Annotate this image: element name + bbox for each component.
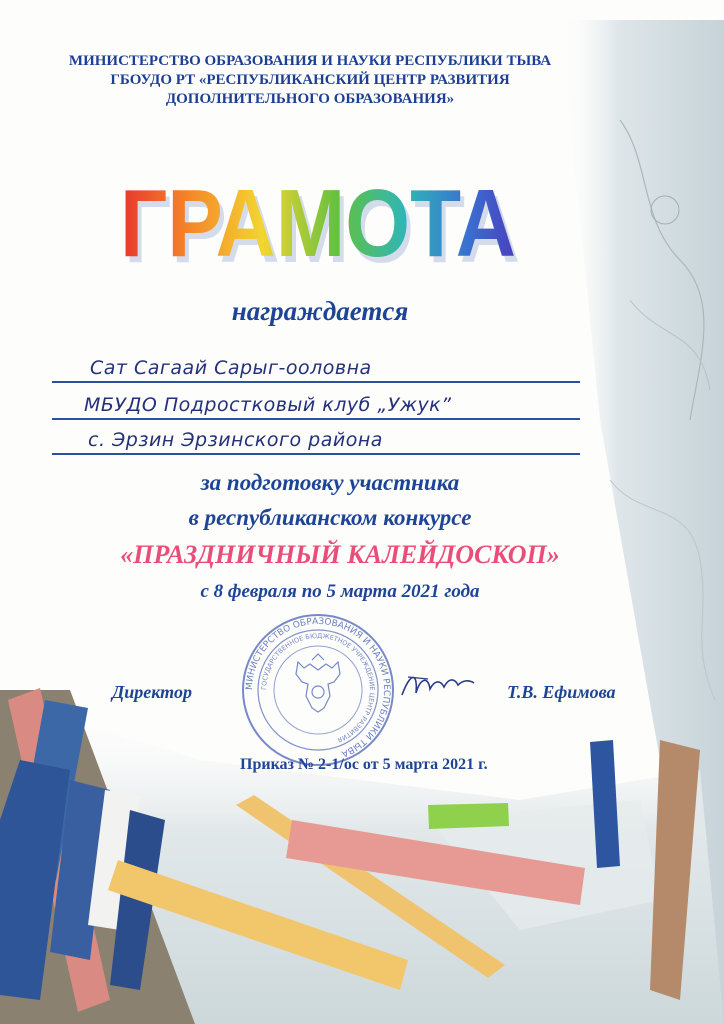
title-text: ГРАМОТА (120, 170, 516, 277)
awarded-caption: награждается (231, 296, 409, 326)
recipient-location: с. Эрзин Эрзинского района (88, 429, 383, 451)
official-seal (240, 612, 396, 768)
certificate-title (110, 150, 530, 280)
organization-line: ГБОУДО РТ «РЕСПУБЛИКАНСКИЙ ЦЕНТР РАЗВИТИЯ (110, 72, 510, 88)
svg-text:ГОСУДАРСТВЕННОЕ БЮДЖЕТНОЕ УЧРЕ (260, 632, 376, 744)
recipient-organization: МБУДО Подростковый клуб „Ужук” (84, 394, 452, 416)
order-reference: Приказ № 2-1/ос от 5 марта 2021 г. (240, 756, 488, 773)
award-context: в республиканском конкурсе (188, 505, 472, 530)
issuer-header (40, 52, 580, 109)
organization-line-2: ДОПОЛНИТЕЛЬНОГО ОБРАЗОВАНИЯ» (165, 91, 455, 107)
handwritten-signature-icon (398, 665, 478, 705)
recipient-name: Сат Сагаай Сарыг-ооловна (90, 357, 372, 379)
seal-outer-text: МИНИСТЕРСТВО ОБРАЗОВАНИЯ И НАУКИ РЕСПУБЛИКИ ТЫВА (244, 616, 392, 759)
award-reason: за подготовку участника (200, 470, 460, 495)
contest-dates: с 8 февраля по 5 марта 2021 года (200, 581, 480, 602)
title-shadow: ГРАМОТА (124, 176, 520, 280)
contest-name: «ПРАЗДНИЧНЫЙ КАЛЕЙДОСКОП» (120, 540, 560, 569)
seal-inner-text: ГОСУДАРСТВЕННОЕ БЮДЖЕТНОЕ УЧРЕЖДЕНИЕ ЦЕНТР РАЗВИТИЯ (259, 631, 377, 744)
fill-line (52, 418, 580, 420)
fill-line (52, 453, 580, 455)
signer-name: Т.В. Ефимова (507, 682, 616, 702)
ministry-line: МИНИСТЕРСТВО ОБРАЗОВАНИЯ И НАУКИ РЕСПУБЛИКИ ТЫВА (68, 53, 552, 69)
eagle-emblem-icon (296, 654, 340, 712)
fill-line (52, 381, 580, 383)
signer-role: Директор (112, 682, 192, 702)
